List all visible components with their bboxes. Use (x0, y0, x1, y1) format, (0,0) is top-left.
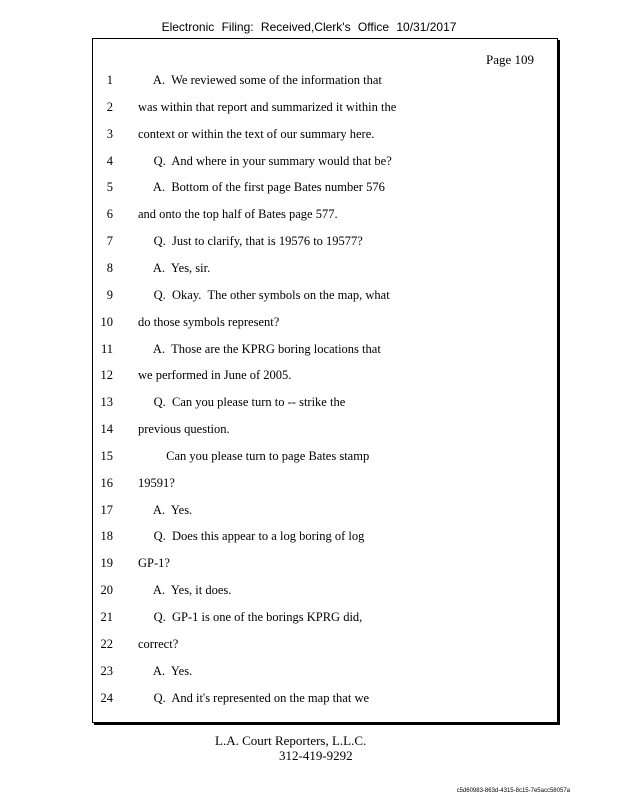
transcript-line (0, 180, 618, 198)
transcript-line (0, 100, 618, 118)
transcript-line (0, 207, 618, 225)
transcript-line (0, 342, 618, 360)
transcript-line (0, 610, 618, 628)
line-number: 10 (100, 314, 113, 329)
transcript-line (0, 503, 618, 521)
line-text: correct? (138, 636, 179, 651)
line-number: 12 (100, 368, 113, 383)
document-id: c5d60983-863d-4315-8c15-7e5acc58057a (456, 788, 570, 794)
line-text: A. Those are the KPRG boring locations that (138, 341, 381, 356)
line-number: 13 (100, 395, 113, 410)
transcript-line (0, 261, 618, 279)
transcript-line (0, 637, 618, 655)
line-text: Q. GP-1 is one of the borings KPRG did, (138, 610, 363, 624)
line-text: Q. And where in your summary would that be? (138, 153, 392, 168)
page-number: Page 109 (485, 52, 534, 67)
line-number: 17 (100, 502, 113, 517)
line-number: 19 (100, 556, 113, 571)
line-text: and onto the top half of Bates page 577. (138, 207, 338, 222)
transcript-line (0, 664, 618, 682)
line-text: Can you please turn to page Bates stamp (138, 448, 370, 463)
line-number: 9 (106, 287, 113, 302)
line-text: previous question. (138, 422, 230, 437)
line-text: A. We reviewed some of the information that (138, 73, 382, 87)
line-text: was within that report and summarized it within the (138, 99, 397, 114)
line-number: 7 (106, 234, 113, 249)
line-number: 16 (100, 475, 113, 490)
transcript-line (0, 395, 618, 413)
transcript-line (0, 583, 618, 601)
transcript-line (0, 529, 618, 547)
line-number: 3 (106, 126, 113, 141)
line-text: GP-1? (138, 556, 170, 571)
transcript-line (0, 127, 618, 145)
transcript-line (0, 449, 618, 467)
line-text: we performed in June of 2005. (138, 368, 292, 383)
line-text: A. Bottom of the first page Bates number 576 (138, 180, 385, 195)
line-text: context or within the text of our summary here. (138, 126, 375, 141)
line-number: 11 (100, 341, 113, 356)
line-text: do those symbols represent? (138, 314, 280, 329)
footer-company: L.A. Court Reporters, L.L.C. (215, 733, 367, 748)
line-text: A. Yes, sir. (138, 260, 211, 275)
line-text: A. Yes. (138, 663, 193, 678)
transcript-line (0, 422, 618, 440)
line-text: 19591? (138, 475, 175, 490)
line-number: 24 (100, 690, 113, 705)
line-number: 1 (106, 73, 113, 87)
line-number: 6 (106, 207, 113, 222)
footer-phone: 312-419-9292 (279, 748, 353, 763)
line-number: 2 (106, 99, 113, 114)
line-text: Q. Does this appear to a log boring of log (138, 529, 365, 544)
line-number: 4 (106, 153, 113, 168)
line-text: A. Yes, it does. (138, 583, 232, 598)
transcript-line (0, 691, 618, 709)
transcript-line (0, 73, 618, 91)
transcript-line (0, 154, 618, 172)
line-number: 20 (100, 583, 113, 598)
line-number: 21 (100, 610, 113, 624)
line-text: Q. And it's represented on the map that we (138, 690, 370, 705)
transcript-line (0, 234, 618, 252)
line-number: 22 (100, 636, 113, 651)
line-number: 23 (100, 663, 113, 678)
line-text: A. Yes. (138, 502, 193, 517)
transcript-line (0, 315, 618, 333)
filing-stamp: Electronic Filing: Received,Clerk's Office 10/31/2017 (161, 20, 457, 34)
line-text: Q. Okay. The other symbols on the map, what (138, 287, 390, 302)
line-number: 14 (100, 422, 113, 437)
transcript-line (0, 368, 618, 386)
line-number: 8 (106, 260, 113, 275)
transcript-line (0, 476, 618, 494)
line-text: Q. Can you please turn to -- strike the (138, 395, 346, 410)
line-number: 18 (100, 529, 113, 544)
line-number: 15 (100, 448, 113, 463)
transcript-line (0, 556, 618, 574)
line-text: Q. Just to clarify, that is 19576 to 19577? (138, 234, 363, 249)
line-number: 5 (106, 180, 113, 195)
transcript-line (0, 288, 618, 306)
